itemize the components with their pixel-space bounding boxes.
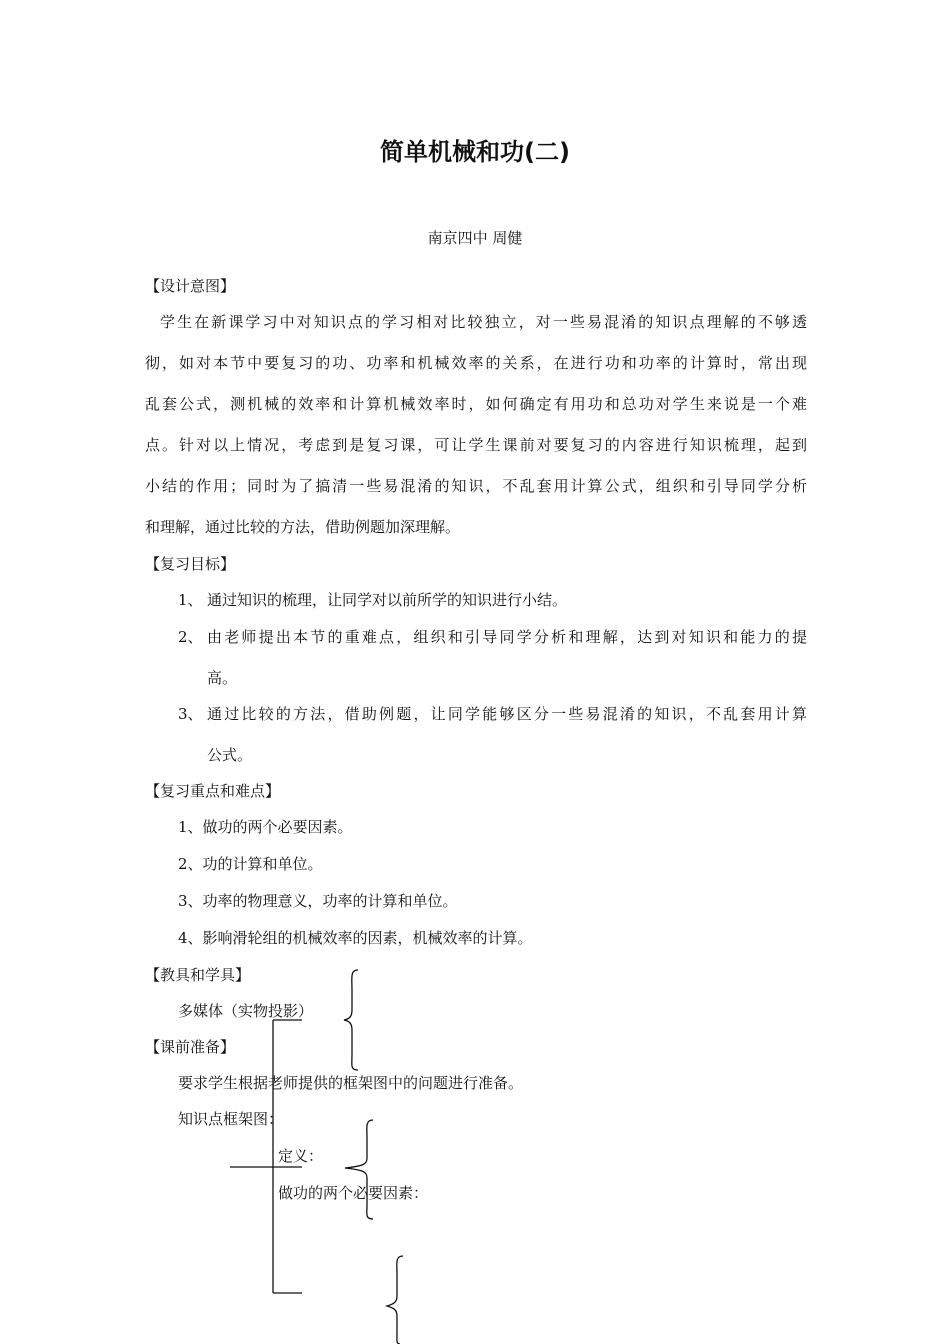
brace-icon <box>344 970 358 1070</box>
author-line: 南京四中 周健 <box>427 229 523 247</box>
list-item-continuation: 高。 <box>207 669 238 687</box>
list-number: 3、 <box>178 705 203 723</box>
tools-text: 多媒体（实物投影） <box>178 1002 314 1020</box>
preparation-text: 要求学生根据老师提供的框架图中的问题进行准备。 <box>178 1074 524 1092</box>
list-item-continuation: 公式。 <box>207 746 253 764</box>
paragraph-line: 点。针对以上情况，考虑到是复习课，可让学生课前对要复习的内容进行知识梳理，起到 <box>145 436 807 454</box>
framework-definition: 定义： <box>278 1147 324 1165</box>
key-point-item: 2、功的计算和单位。 <box>178 855 323 873</box>
brace-icon <box>387 1256 403 1344</box>
section-heading-design-intent: 【设计意图】 <box>145 277 236 295</box>
paragraph-line: 彻，如对本节中要复习的功、功率和机械效率的关系，在进行功和功率的计算时，常出现 <box>145 354 807 372</box>
brace-icon <box>345 1120 373 1219</box>
list-number: 1、 <box>178 591 203 609</box>
paragraph-line: 学生在新课学习中对知识点的学习相对比较独立，对一些易混淆的知识点理解的不够透 <box>160 313 807 331</box>
paragraph-line: 和理解，通过比较的方法，借助例题加深理解。 <box>145 518 461 536</box>
list-item: 由老师提出本节的重难点，组织和引导同学分析和理解，达到对知识和能力的提 <box>207 628 807 646</box>
section-heading-preparation: 【课前准备】 <box>145 1038 236 1056</box>
section-heading-review-goals: 【复习目标】 <box>145 555 236 573</box>
key-point-item: 3、功率的物理意义，功率的计算和单位。 <box>178 892 458 910</box>
list-item: 通过比较的方法，借助例题，让同学能够区分一些易混淆的知识，不乱套用计算 <box>207 705 807 723</box>
list-item: 通过知识的梳理，让同学对以前所学的知识进行小结。 <box>207 591 568 609</box>
section-heading-tools: 【教具和学具】 <box>145 966 251 984</box>
list-number: 2、 <box>178 628 203 646</box>
framework-two-factors: 做功的两个必要因素： <box>278 1184 429 1202</box>
page-title: 简单机械和功(二) <box>380 138 570 166</box>
section-heading-key-points: 【复习重点和难点】 <box>145 782 281 800</box>
key-point-item: 4、影响滑轮组的机械效率的因素，机械效率的计算。 <box>178 929 533 947</box>
framework-label: 知识点框架图： <box>178 1110 284 1128</box>
paragraph-line: 小结的作用；同时为了搞清一些易混淆的知识，不乱套用计算公式，组织和引导同学分析 <box>145 477 807 495</box>
paragraph-line: 乱套公式，测机械的效率和计算机械效率时，如何确定有用功和总功对学生来说是一个难 <box>145 395 807 413</box>
key-point-item: 1、做功的两个必要因素。 <box>178 818 353 836</box>
